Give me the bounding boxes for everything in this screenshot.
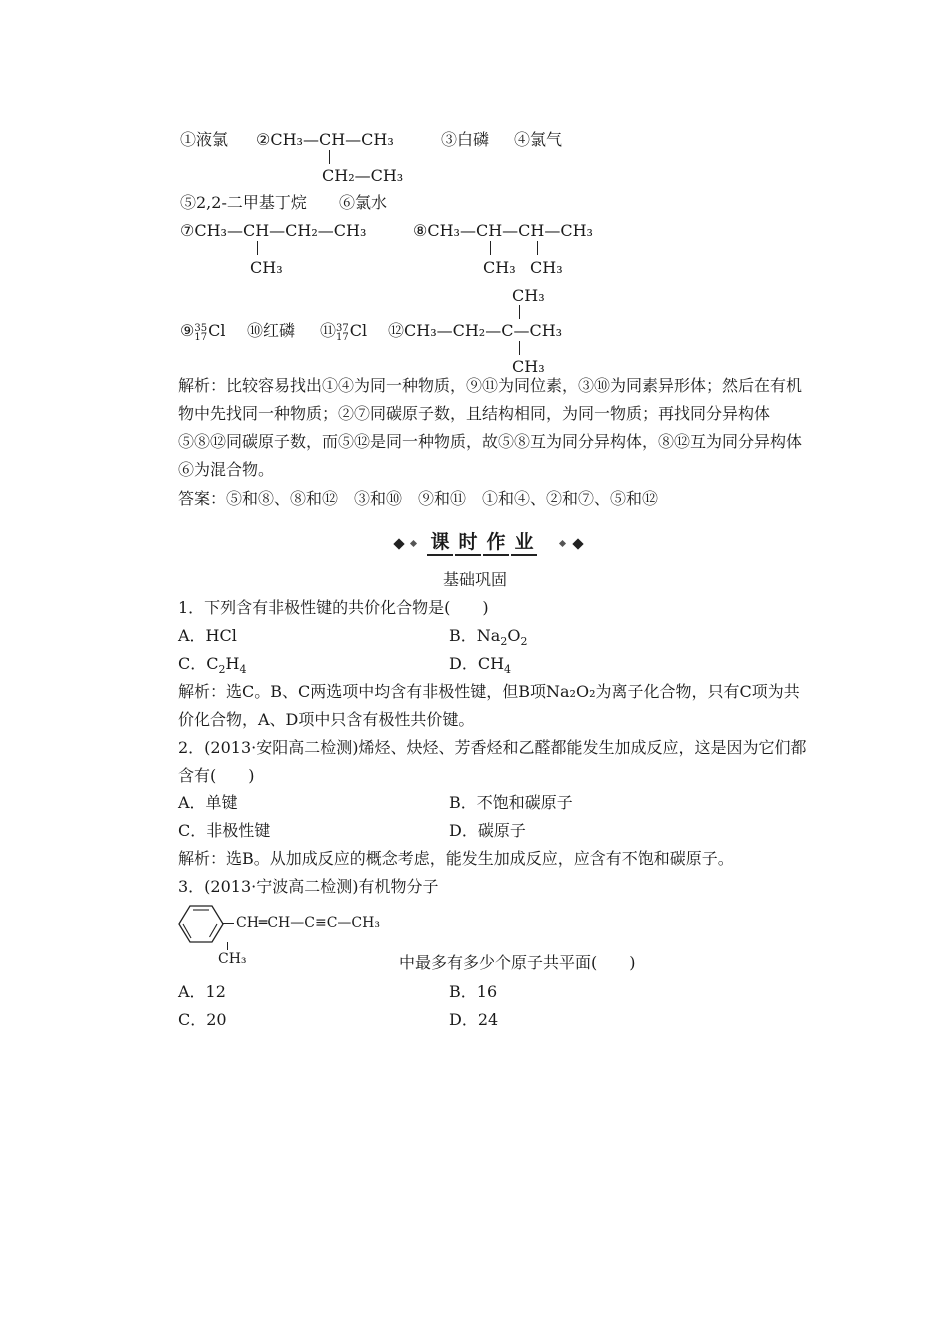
q1-option-d (449, 654, 511, 680)
option-text: C．C (178, 654, 219, 673)
mass-number: 35 (194, 323, 208, 334)
subscript: 2 (520, 635, 528, 649)
heading-char: 业 (511, 530, 537, 556)
structures-analysis (146, 372, 808, 484)
q2-stem (146, 734, 808, 790)
struct-6-chlorine-water: ⑥氯水 (339, 193, 388, 212)
q2-option-d: D．碳原子 (449, 821, 526, 840)
option-text: O (507, 626, 521, 645)
struct-12-bottom-branch: CH₃ (512, 357, 545, 376)
q1-stem: 1．下列含有非极性键的共价化合物是( ) (178, 598, 489, 617)
struct-7-main-chain: ⑦CH₃—CH—CH₂—CH₃ (180, 221, 367, 240)
subsection-title: 基础巩固 (443, 570, 508, 589)
element-symbol: Cl (349, 321, 368, 340)
option-text: H (225, 654, 240, 673)
bond-line (257, 241, 258, 255)
isotope-notation (194, 324, 207, 342)
q1-option-a: A．HCl (178, 626, 237, 645)
struct-5-dimethylbutane: ⑤2,2-二甲基丁烷 (180, 193, 307, 212)
q2-analysis: 解析：选B。从加成反应的概念考虑，能发生加成反应，应含有不饱和碳原子。 (178, 849, 734, 868)
q3-side-chain: CH═CH—C≡C—CH₃ (236, 915, 380, 931)
subscript: 2 (218, 663, 226, 677)
q3-question-tail: 中最多有多少个原子共平面( ) (399, 953, 636, 972)
q3-option-a: A．12 (178, 982, 226, 1001)
struct-12-top-branch: CH₃ (512, 286, 545, 305)
struct-1-liquid-chlorine: ①液氯 (180, 130, 229, 149)
answer-text: 答案：⑤和⑧、⑧和⑫ ③和⑩ ⑨和⑪ ①和④、②和⑦、⑤和⑫ (178, 489, 659, 508)
q1-option-c (178, 654, 246, 680)
struct-10-red-phosphorus: ⑩红磷 (247, 321, 296, 340)
struct-8-branch-1: CH₃ (483, 258, 516, 277)
bond-line (490, 241, 491, 255)
atomic-number: 17 (336, 332, 349, 343)
struct-9-chlorine-35 (180, 321, 225, 342)
stem-text: 2．(2013·安阳高二检测)烯烃、炔烃、芳香烃和乙醛都能发生加成反应，这是因为它们都含有( ) (178, 738, 807, 785)
q3-option-d: D．24 (449, 1010, 499, 1029)
diamond-ornament-icon (559, 540, 566, 547)
bond-line (227, 942, 228, 950)
element-symbol: Cl (208, 321, 226, 340)
q3-option-c: C．20 (178, 1010, 227, 1029)
heading-char: 作 (483, 530, 509, 556)
struct-2-main-chain: ②CH₃—CH—CH₃ (256, 130, 394, 149)
circled-number-11: ⑪ (320, 321, 337, 340)
struct-8-main-chain: ⑧CH₃—CH—CH—CH₃ (413, 221, 593, 240)
atomic-number: 17 (194, 332, 208, 343)
bond-line (537, 241, 538, 255)
circled-number-9: ⑨ (180, 321, 195, 340)
benzene-ring-icon (178, 902, 228, 952)
mass-number: 37 (336, 323, 349, 334)
struct-12-main-chain: ⑫CH₃—CH₂—C—CH₃ (388, 321, 563, 340)
q1-option-b (449, 626, 527, 652)
q2-option-c: C．非极性键 (178, 821, 271, 840)
bond-line (329, 150, 330, 164)
analysis-text: 解析：选C。B、C两选项中均含有非极性键，但B项Na₂O₂为离子化合物，只有C项为共价化合物，A、D项中只含有极性共价键。 (178, 682, 800, 729)
struct-4-chlorine-gas: ④氯气 (514, 130, 563, 149)
heading-char: 课 (427, 530, 453, 556)
q3-methyl-group: CH₃ (218, 951, 247, 967)
isotope-notation (336, 324, 349, 342)
heading-char: 时 (455, 530, 481, 556)
diamond-ornament-icon (572, 538, 583, 549)
struct-8-branch-2: CH₃ (530, 258, 563, 277)
struct-7-branch: CH₃ (250, 258, 283, 277)
bond-line (222, 923, 234, 924)
structures-answer (146, 485, 808, 513)
q2-option-b: B．不饱和碳原子 (449, 793, 573, 812)
struct-3-white-phosphorus: ③白磷 (441, 130, 490, 149)
option-text: D．CH (449, 654, 505, 673)
subscript: 2 (500, 635, 508, 649)
q2-option-a: A．单键 (178, 793, 238, 812)
q1-analysis (146, 678, 808, 734)
q3-option-b: B．16 (449, 982, 498, 1001)
section-heading (426, 530, 538, 556)
bond-line (519, 341, 520, 355)
bond-line (519, 305, 520, 319)
struct-11-chlorine-37 (320, 321, 367, 342)
diamond-ornament-icon (393, 538, 404, 549)
option-text: B．Na (449, 626, 501, 645)
struct-2-branch: CH₂—CH₃ (322, 166, 404, 185)
analysis-text: 解析：比较容易找出①④为同一种物质，⑨⑪为同位素，③⑩为同素异形体；然后在有机物中先找同一种物质；②⑦同碳原子数，且结构相同，为同一物质；再找同分异构体⑤⑧⑫同碳原子数，而⑤⑫是同一种物质，故⑤⑧互为同分异构体，⑧⑫互为同分异构体⑥为混合物。 (178, 376, 803, 479)
diamond-ornament-icon (410, 540, 417, 547)
q3-stem: 3．(2013·宁波高二检测)有机物分子 (178, 877, 439, 896)
subscript: 4 (239, 663, 247, 677)
subscript: 4 (504, 663, 512, 677)
